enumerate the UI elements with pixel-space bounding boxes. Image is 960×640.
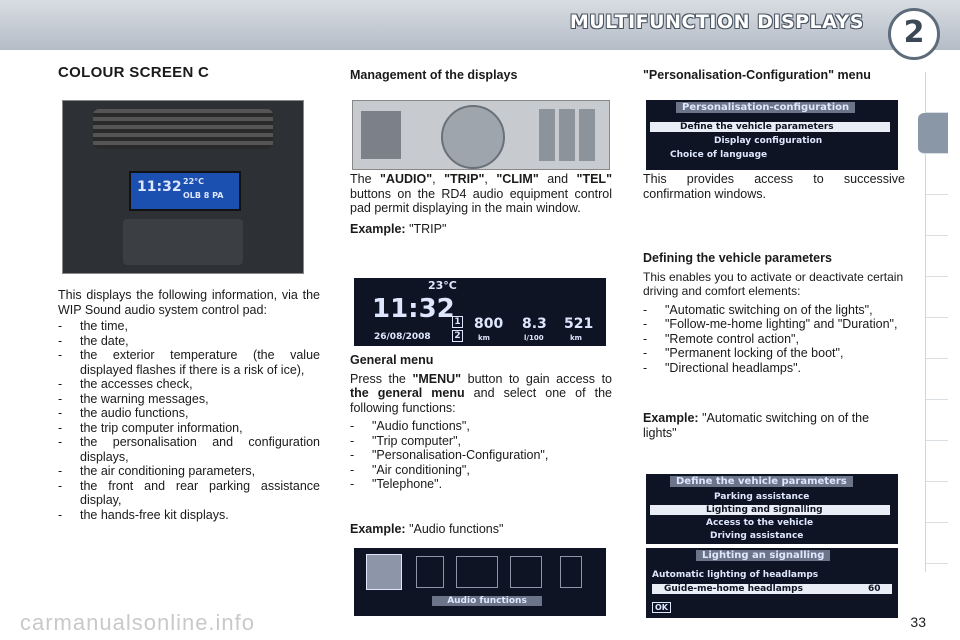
general-menu-text	[350, 372, 612, 416]
example-value: "Audio functions"	[405, 521, 504, 536]
trip-consumption-unit: l/100	[524, 334, 544, 342]
audio-button-label: "AUDIO"	[380, 172, 433, 186]
list-item: - the trip computer information,	[58, 421, 320, 436]
list-item: - the air conditioning parameters,	[58, 464, 320, 479]
trip-temp: 23°C	[428, 279, 457, 292]
column-management	[350, 68, 612, 83]
trip-button-label: "TRIP"	[444, 172, 485, 186]
list-item: - "Automatic switching on of the lights",	[643, 303, 905, 318]
air-vents	[93, 109, 273, 149]
personalisation-title: "Personalisation-Configuration" menu	[643, 68, 871, 82]
section-title: COLOUR SCREEN C	[58, 64, 210, 81]
list-item: - the hands-free kit displays.	[58, 508, 320, 523]
define-section	[643, 251, 905, 440]
chapter-tab[interactable]	[926, 154, 948, 195]
trip-distance: 521	[564, 316, 594, 332]
trip-tab-2: 2	[452, 330, 463, 342]
define-list	[643, 303, 905, 376]
example-lights	[643, 411, 905, 440]
example-label: Example:	[350, 221, 406, 236]
personalisation-screen	[646, 100, 898, 170]
settings-icon	[456, 556, 498, 588]
menu-item: Display configuration	[714, 136, 823, 146]
list-item: - "Audio functions",	[350, 419, 612, 434]
list-item: - "Directional headlamps".	[643, 361, 905, 376]
storage-compartment	[123, 219, 243, 265]
list-item: - "Follow-me-home lighting" and "Duration",	[643, 317, 905, 332]
chapter-tab[interactable]	[926, 359, 948, 400]
column-colour-screen	[58, 66, 320, 81]
define-title: Defining the vehicle parameters	[643, 251, 832, 265]
clim-button-label: "CLIM"	[496, 172, 539, 186]
audio-screen-label: Audio functions	[432, 596, 542, 606]
separator: and	[538, 172, 577, 186]
dashboard-lcd	[129, 171, 241, 211]
menu-button-label: "MENU"	[412, 371, 462, 386]
personalisation-text: This provides access to successive confirmation windows.	[643, 172, 905, 201]
personalisation-desc	[643, 172, 905, 201]
list-item: - "Remote control action",	[643, 332, 905, 347]
chapter-tab[interactable]	[926, 318, 948, 359]
general-menu-bold: the general menu	[350, 386, 465, 400]
chapter-badge	[888, 8, 940, 60]
list-item: - the date,	[58, 334, 320, 349]
buttons-description: buttons on the RD4 audio equipment control pad permit displaying in the main window.	[350, 186, 612, 215]
management-title: Management of the displays	[350, 68, 518, 82]
header-banner	[0, 0, 960, 50]
general-post: and select one of the following functions:	[350, 386, 613, 415]
info-list	[58, 319, 320, 522]
separator: ,	[484, 172, 497, 186]
column-1-text	[58, 288, 320, 522]
screen-header: Lighting an signalling	[696, 550, 830, 561]
column-personalisation	[643, 68, 905, 83]
screen-header: Define the vehicle parameters	[670, 476, 853, 487]
general-menu-section	[350, 353, 612, 536]
buttons-text: The "AUDIO", "TRIP", "CLIM" and "TEL" buttons on the RD4 audio equipment control pad permit displaying in the main window.	[350, 172, 612, 215]
list-item: - the front and rear parking assistance display,	[58, 479, 320, 508]
list-item: - "Personalisation-Configuration",	[350, 448, 612, 463]
menu-item-selected: Lighting and signalling	[650, 505, 890, 515]
ok-button: OK	[652, 602, 671, 613]
example-value: "Automatic switching on of the lights"	[643, 411, 870, 440]
number-keypad	[539, 109, 599, 161]
general-pre: Press the	[350, 371, 413, 386]
control-pad-photo	[352, 100, 610, 170]
chapter-tab[interactable]	[926, 195, 948, 236]
list-item: - the personalisation and configuration displays,	[58, 435, 320, 464]
general-mid: button to gain access to	[461, 371, 612, 386]
list-item: - the audio functions,	[58, 406, 320, 421]
column-2-text	[350, 172, 612, 236]
trip-range: 800	[474, 316, 504, 332]
define-text: This enables you to activate or deactivate certain driving and comfort elements:	[643, 269, 904, 298]
chapter-tab[interactable]	[926, 277, 948, 318]
lcd-info: OLB 8 PA	[183, 191, 224, 200]
list-item: - "Air conditioning",	[350, 463, 612, 478]
chapter-tab-active[interactable]	[918, 113, 948, 154]
separator: ,	[432, 172, 445, 186]
trip-time: 11:32	[372, 294, 455, 324]
chapter-tab[interactable]	[926, 441, 948, 482]
control-dial	[441, 105, 505, 169]
air-conditioning-icon	[510, 556, 542, 588]
example-audio	[350, 522, 612, 537]
trip-distance-unit: km	[570, 334, 582, 342]
chapter-tabs	[925, 72, 948, 572]
screen-header: Personalisation-configuration	[676, 102, 855, 113]
general-menu-title: General menu	[350, 353, 434, 367]
left-buttons	[361, 111, 401, 159]
page-title: MULTIFUNCTION DISPLAYS	[569, 11, 864, 33]
tel-button-label: "TEL"	[576, 172, 612, 186]
menu-item: Choice of language	[670, 150, 768, 160]
lighting-option: Automatic lighting of headlamps	[652, 570, 819, 580]
chapter-tab[interactable]	[926, 236, 948, 277]
chapter-number: 2	[903, 15, 925, 50]
chapter-tab[interactable]	[926, 72, 948, 113]
audio-screen	[354, 548, 606, 616]
menu-item: Driving assistance	[710, 531, 804, 541]
example-label: Example:	[350, 521, 406, 536]
example-label: Example:	[643, 411, 699, 425]
menu-list	[350, 419, 612, 492]
telephone-icon	[560, 556, 582, 588]
menu-item: Parking assistance	[714, 492, 810, 502]
trip-computer-icon	[416, 556, 444, 588]
trip-screen	[354, 278, 606, 346]
watermark: carmanualsonline.info	[20, 610, 256, 635]
list-item: - "Permanent locking of the boot",	[643, 346, 905, 361]
chapter-tab[interactable]	[926, 523, 948, 564]
lcd-temp: 22°C	[183, 177, 205, 186]
trip-consumption: 8.3	[522, 316, 547, 332]
dashboard-photo	[62, 100, 304, 274]
trip-range-unit: km	[478, 334, 490, 342]
lighting-screen	[646, 548, 898, 618]
list-item: - the time,	[58, 319, 320, 334]
example-value: "TRIP"	[405, 221, 447, 236]
list-item: - "Trip computer",	[350, 434, 612, 449]
chapter-tab[interactable]	[926, 400, 948, 441]
lcd-time: 11:32	[137, 179, 182, 195]
list-item: - the exterior temperature (the value displayed flashes if there is a risk of ice),	[58, 348, 320, 377]
lighting-option-selected: Guide-me-home headlamps	[652, 584, 892, 594]
menu-item: Access to the vehicle	[706, 518, 814, 528]
list-item: - the warning messages,	[58, 392, 320, 407]
page-number: 33	[910, 614, 926, 630]
list-item: - "Telephone".	[350, 477, 612, 492]
audio-icon	[366, 554, 402, 590]
trip-date: 26/08/2008	[374, 332, 431, 342]
define-screen	[646, 474, 898, 544]
example-trip	[350, 222, 612, 237]
menu-item-selected: Define the vehicle parameters	[650, 122, 890, 132]
trip-tab-1: 1	[452, 316, 463, 328]
duration-value: 60	[868, 584, 881, 594]
chapter-tab[interactable]	[926, 482, 948, 523]
list-item: - the accesses check,	[58, 377, 320, 392]
intro-text: This displays the following information, via the WIP Sound audio system control pad:	[58, 288, 320, 317]
